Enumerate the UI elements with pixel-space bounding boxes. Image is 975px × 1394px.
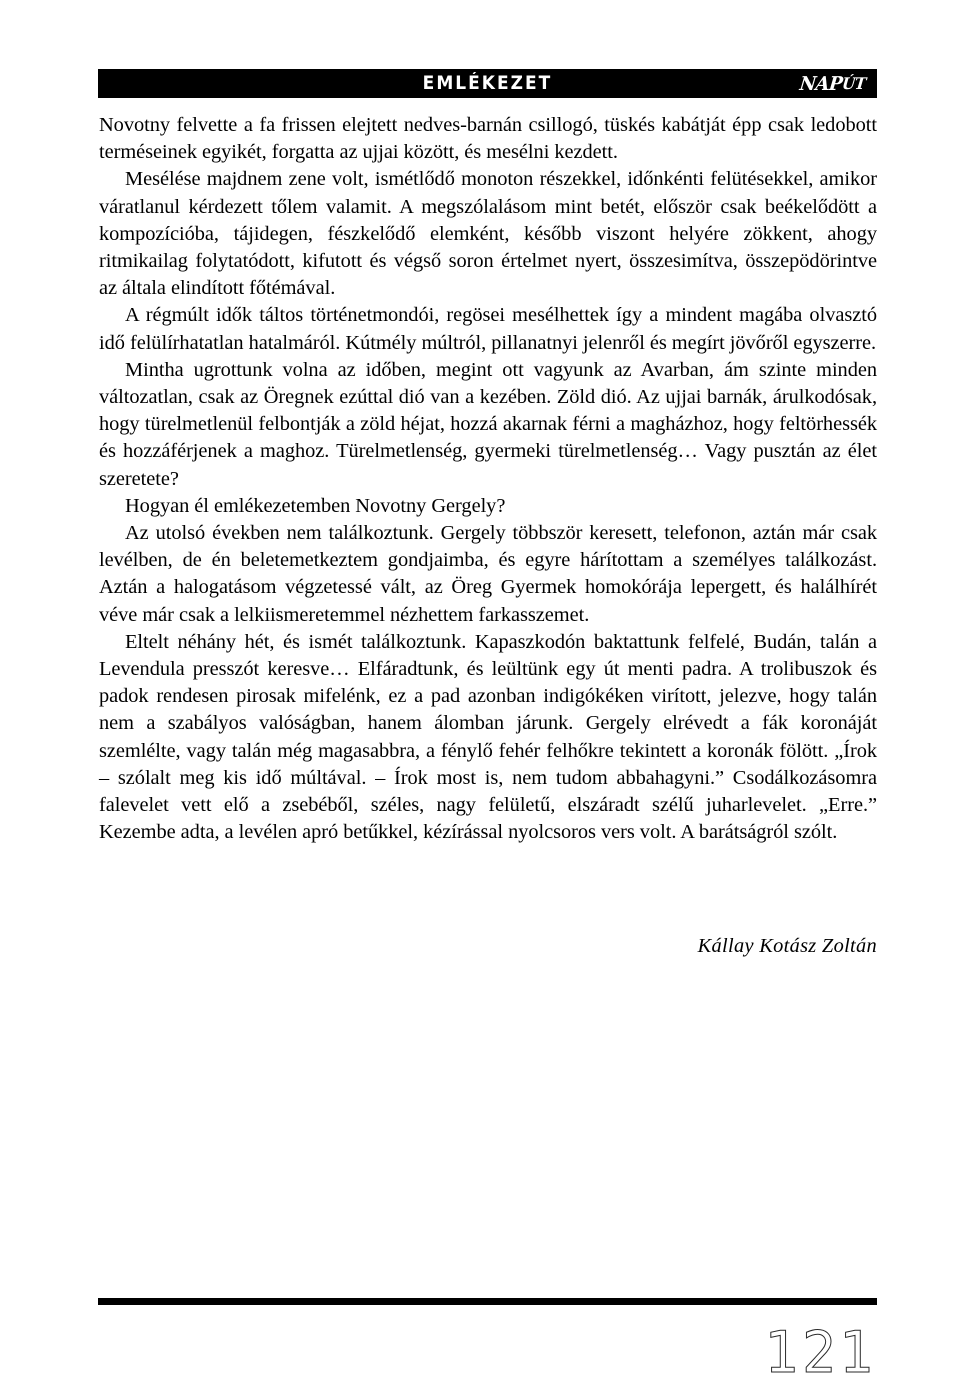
paragraph: Mintha ugrottunk volna az időben, megint ott vagyunk az Avarban, ám szinte minden változatlan, csak az Öregnek ezúttal dió van a kezében. Zöld dió. Az ujjai barnák, árulkodósak, hogy türelmetlenül felbontják a zöld héjat, hozzá akarnak férni a magházhoz, hogy feltörhessék és hozzáférjenek a maghoz. Türelmetlenség, gyermeki türelmetlenség… Vagy pusztán az élet szeretete?	[99, 358, 877, 490]
running-head-bar	[98, 69, 877, 98]
article-body	[99, 112, 877, 846]
paragraph: Eltelt néhány hét, és ismét találkoztunk. Kapaszkodón baktattunk felfelé, Budán, talán a Levendula presszót keresve… Elfáradtunk, és leültünk egy út menti padra. A trolibuszok és padok rendesen pirosak mifelénk, ez a pad azonban indigókéken virított, jelezve, hogy talán nem a szabályos valóságban, hanem álomban járunk. Gergely elrévedt a fák koronáját szemlélte, vagy talán még magasabbra, a fénylő fehér felhőkre tekintett a koronák fölött. „Írok – szólalt meg kis idő múltával. – Írok most is, nem tudom abbahagyni.” Csodálkozásomra falevelet vett elő a zsebéből, széles, nagy felületű, elszáradt szélű juharlevelet. „Erre.” Kezembe adta, a levélen apró betűkkel, kézírással nyolcsoros vers volt. A barátságról szólt.	[99, 630, 877, 844]
paragraph: Az utolsó években nem találkoztunk. Gergely többször keresett, telefonon, aztán már csak levélben, de én beletemetkeztem gondjaimba, és egyre hárítottam a személyes találkozást. Aztán a halogatásom végzetessé vált, az Öreg Gyermek homokórája lepergett, és halálhírét véve már csak a lelkiismeretemmel nézhettem farkasszemet.	[99, 522, 877, 626]
author-signature: Kállay Kotász Zoltán	[697, 935, 877, 957]
naput-logo	[798, 71, 867, 97]
naput-logo-accent: ÚT	[840, 74, 867, 93]
naput-logo-main: NAP	[798, 73, 843, 95]
paragraph: A régmúlt idők táltos történetmondói, regösei mesélhettek így a mindent magába olvasztó idő felülírhatatlan hatalmáról. Kútmély múltról, pillanatnyi jelenről és megírt jövőről egyszerre.	[99, 304, 877, 354]
paragraph: Hogyan él emlékezetemben Novotny Gergely?	[125, 494, 506, 517]
paragraph: Novotny felvette a fa frissen elejtett nedves-barnán csillogó, tüskés kabátját épp csak ledobott terméseinek egyikét, forgatta az ujjai között, és mesélni kezdett.	[99, 114, 877, 164]
paragraph: Mesélése majdnem zene volt, ismétlődő monoton részekkel, időnkénti felütésekkel, amikor váratlanul kérdezett tőlem valamit. A megszólalásom mint betét, először csak beékelődött a kompozícióba, tájidegen, fészkelődő elemként, később viszont helyére zökkent, ahogy ritmikailag folytatódott, kifutott és végső soron értelmet nyert, összesimítva, összepödörintve az általa elindított főtémával.	[99, 168, 877, 300]
footer-rule	[98, 1298, 877, 1305]
page-number: 121	[764, 1318, 877, 1386]
section-title: EMLÉKEZET	[422, 73, 553, 94]
